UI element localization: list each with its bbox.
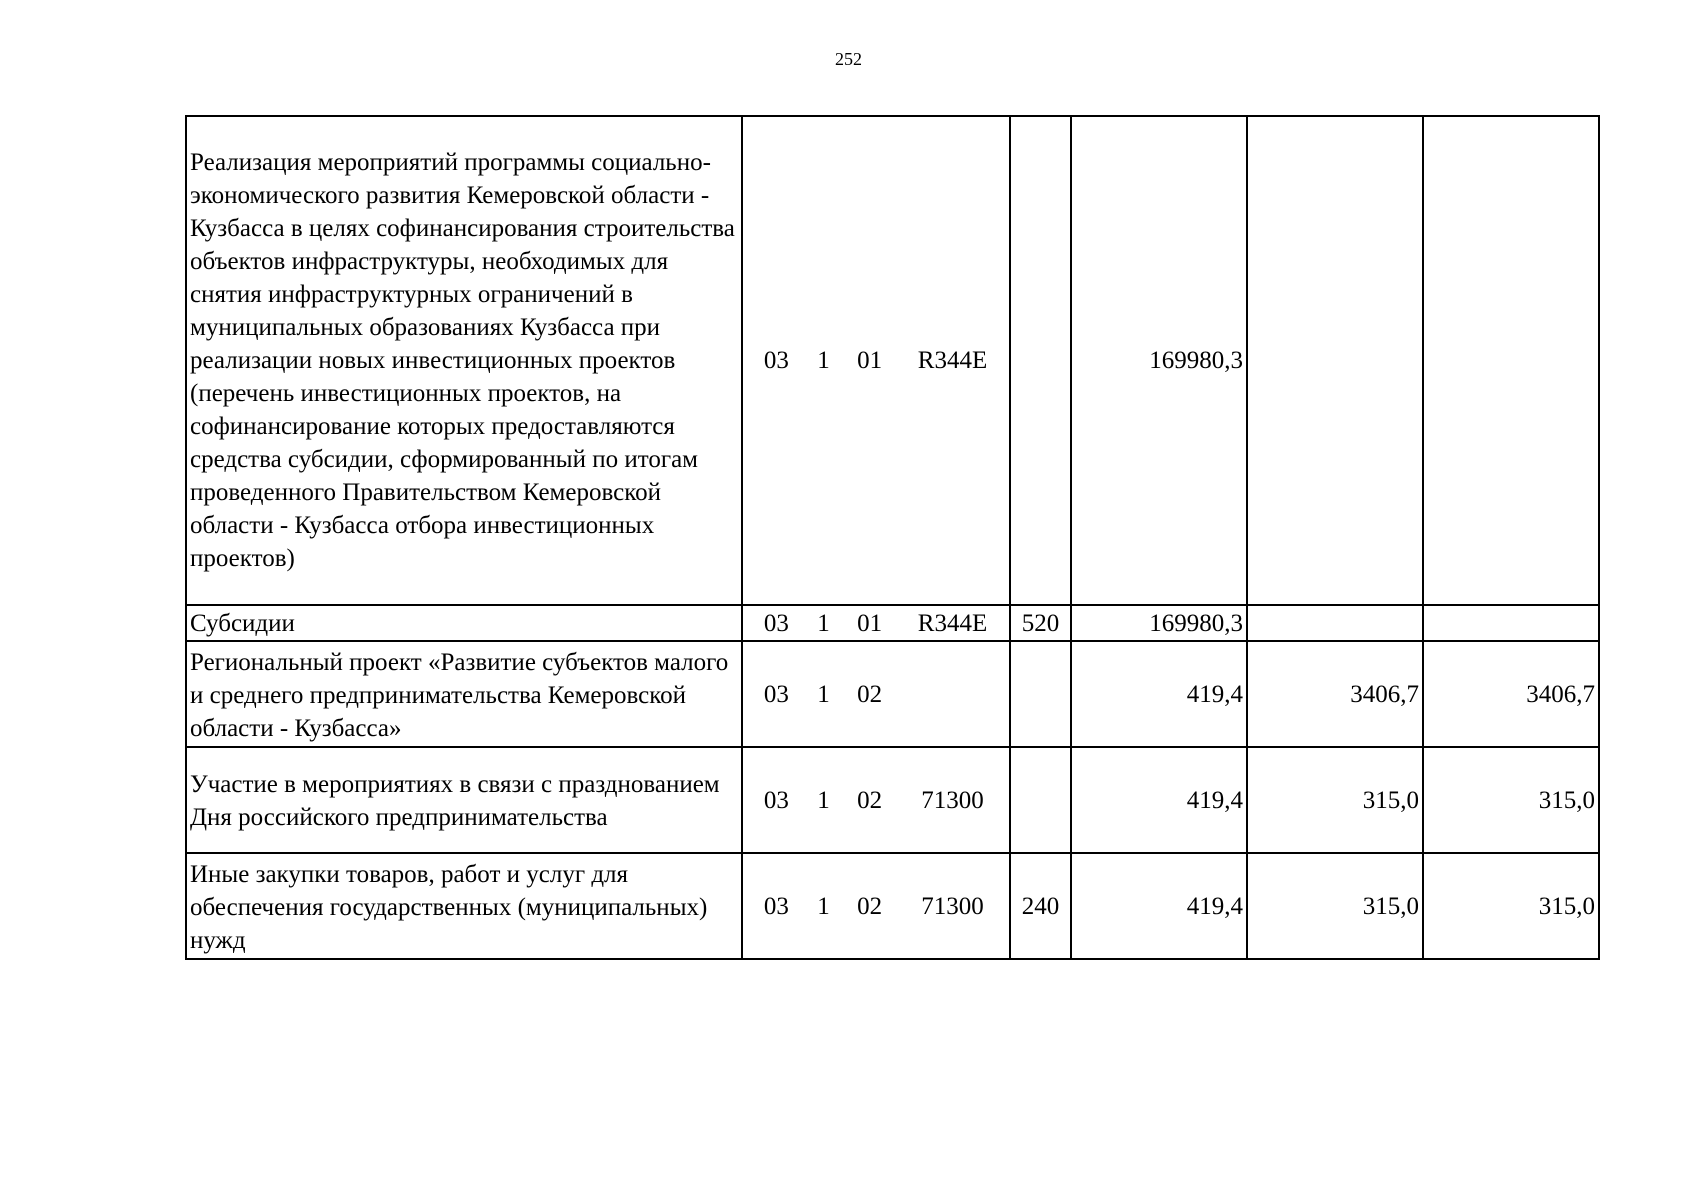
expense-type-code: 520 (1010, 605, 1071, 641)
amount-year-2 (1247, 605, 1423, 641)
main-event-code: 01 (857, 609, 883, 637)
row-name: Иные закупки товаров, работ и услуг для обеспечения государственных (муниципальных) нужд (186, 853, 742, 959)
budget-table (185, 115, 1600, 960)
program-code: 03 (763, 680, 789, 708)
row-name: Участие в мероприятиях в связи с празднованием Дня российского предпринимательства (186, 747, 742, 853)
subprogram-code: 1 (817, 347, 830, 374)
amount-year-2: 3406,7 (1247, 641, 1423, 747)
subprogram-code: 1 (817, 892, 830, 920)
program-code: 03 (763, 892, 789, 920)
expense-code: 71300 (921, 786, 984, 814)
row-codes (742, 853, 1010, 959)
expense-code: R344E (917, 347, 988, 374)
expense-type-code (1010, 747, 1071, 853)
amount-year-2: 315,0 (1247, 853, 1423, 959)
main-event-code: 02 (857, 786, 883, 814)
subprogram-code: 1 (817, 680, 830, 708)
subprogram-code: 1 (817, 609, 830, 637)
amount-year-3 (1423, 605, 1599, 641)
expense-code: R344E (917, 609, 988, 637)
amount-year-3 (1423, 116, 1599, 605)
amount-year-1: 419,4 (1071, 747, 1247, 853)
row-name: Субсидии (186, 605, 742, 641)
table-row (186, 747, 1599, 853)
table-row (186, 116, 1599, 605)
amount-year-1: 419,4 (1071, 853, 1247, 959)
table-row (186, 641, 1599, 747)
main-event-code: 02 (857, 892, 883, 920)
subprogram-code: 1 (817, 786, 830, 814)
amount-year-1: 419,4 (1071, 641, 1247, 747)
row-codes (742, 747, 1010, 853)
amount-year-1: 169980,3 (1071, 116, 1247, 605)
row-codes (742, 641, 1010, 747)
row-name: Реализация мероприятий программы социально-экономического развития Кемеровской области - Кузбасса в целях софинансирования строительства объектов инфраструктуры, необходимых для снятия инфраструктурных ограничений в муниципальных образованиях Кузбасса при реализации новых инвестиционных проектов (перечень инвестиционных проектов, на софинансирование которых предоставляются средства субсидии, сформированный по итогам проведенного Правительством Кемеровской области - Кузбасса отбора инвестиционных проектов) (186, 116, 742, 605)
main-event-code: 01 (857, 347, 883, 374)
program-code: 03 (763, 609, 789, 637)
row-codes (742, 116, 1010, 605)
program-code: 03 (763, 786, 789, 814)
row-codes (742, 605, 1010, 641)
expense-type-code (1010, 641, 1071, 747)
amount-year-3: 3406,7 (1423, 641, 1599, 747)
amount-year-2 (1247, 116, 1423, 605)
table-row (186, 605, 1599, 641)
amount-year-3: 315,0 (1423, 747, 1599, 853)
program-code: 03 (763, 347, 789, 374)
main-event-code: 02 (857, 680, 883, 708)
amount-year-1: 169980,3 (1071, 605, 1247, 641)
expense-type-code: 240 (1010, 853, 1071, 959)
page-number: 252 (835, 49, 862, 69)
expense-code: 71300 (921, 892, 984, 920)
expense-type-code (1010, 116, 1071, 605)
table-row (186, 853, 1599, 959)
amount-year-2: 315,0 (1247, 747, 1423, 853)
row-name: Региональный проект «Развитие субъектов малого и среднего предпринимательства Кемеровской области - Кузбасса» (186, 641, 742, 747)
amount-year-3: 315,0 (1423, 853, 1599, 959)
